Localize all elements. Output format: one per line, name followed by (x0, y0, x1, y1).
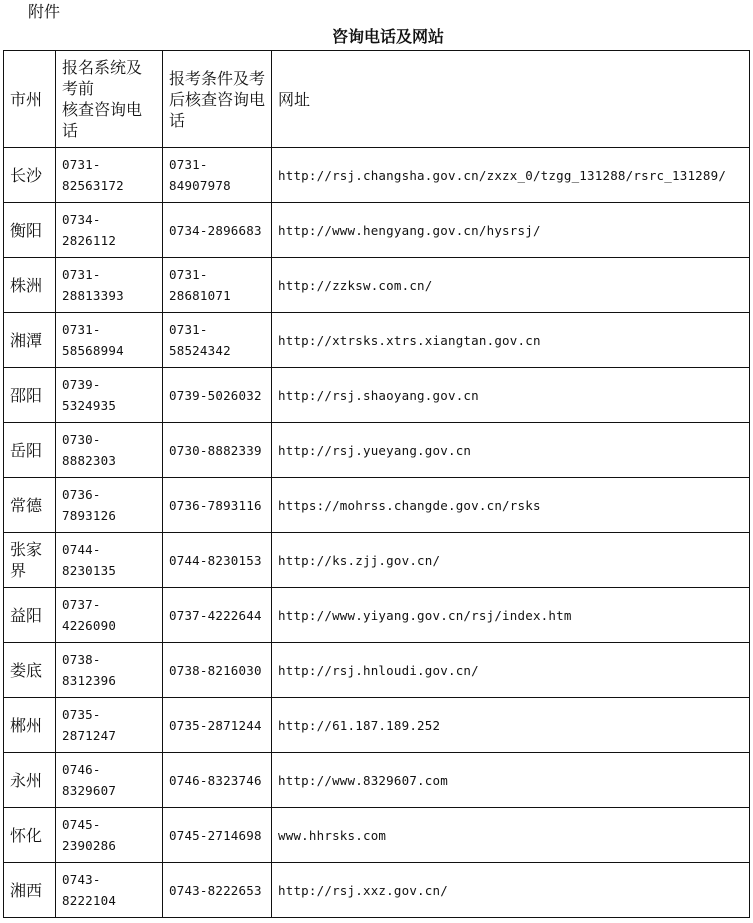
website-url: http://61.187.189.252 (278, 717, 441, 733)
phone-line: 0736-7893116 (169, 497, 262, 513)
registration-phone-cell (56, 148, 163, 203)
phone-line: 8882303 (62, 453, 117, 468)
table-row (4, 423, 750, 478)
website-url: http://www.hengyang.gov.cn/hysrsj/ (278, 222, 541, 238)
conditions-phone-cell (163, 533, 272, 588)
website-url: http://rsj.hnloudi.gov.cn/ (278, 662, 479, 678)
header-city: 市州 (4, 51, 56, 148)
header-line: 后核查咨询电 (169, 89, 266, 109)
phone-line: 2871247 (62, 728, 117, 743)
registration-phone-cell (56, 203, 163, 258)
website-url: http://zzksw.com.cn/ (278, 277, 433, 293)
website-url: http://www.8329607.com (278, 772, 448, 788)
header-line: 话 (169, 110, 186, 130)
phone-line: 8222104 (62, 893, 117, 908)
city-cell: 长沙 (4, 148, 56, 203)
website-cell (272, 698, 750, 753)
website-url: www.hhrsks.com (278, 827, 387, 843)
phone-line: 0744-8230153 (169, 552, 262, 568)
website-cell (272, 423, 750, 478)
website-url: http://rsj.yueyang.gov.cn (278, 442, 472, 458)
website-url: http://www.yiyang.gov.cn/rsj/index.htm (278, 607, 572, 623)
conditions-phone-cell (163, 368, 272, 423)
conditions-phone-cell (163, 313, 272, 368)
header-conditions-phone (163, 51, 272, 148)
registration-phone-cell (56, 588, 163, 643)
table-row (4, 533, 750, 588)
website-cell (272, 258, 750, 313)
attachment-label: 附件 (28, 2, 61, 21)
header-line: 核查咨询电 (62, 100, 143, 119)
phone-line: 0737- (62, 597, 101, 612)
document-title: 咨询电话及网站 (331, 27, 444, 46)
phone-line: 0744- (62, 542, 101, 557)
city-cell: 岳阳 (4, 423, 56, 478)
registration-phone-cell (56, 863, 163, 918)
conditions-phone-cell (163, 808, 272, 863)
website-cell (272, 478, 750, 533)
website-cell (272, 533, 750, 588)
city-cell: 湘潭 (4, 313, 56, 368)
registration-phone-cell (56, 258, 163, 313)
phone-line: 0746- (62, 762, 101, 777)
website-cell (272, 203, 750, 258)
table-row (4, 808, 750, 863)
header-line: 报考条件及考 (169, 68, 266, 88)
phone-line: 58568994 (62, 343, 124, 358)
phone-line: 0730- (62, 432, 101, 447)
conditions-phone-cell (163, 753, 272, 808)
website-cell (272, 863, 750, 918)
phone-line: 0745-2714698 (169, 827, 262, 843)
header-registration-phone (56, 51, 163, 148)
phone-line: 84907978 (169, 178, 231, 193)
table-row (4, 478, 750, 533)
phone-line: 28813393 (62, 288, 124, 303)
website-cell (272, 148, 750, 203)
website-url: http://rsj.shaoyang.gov.cn (278, 387, 479, 403)
registration-phone-cell (56, 808, 163, 863)
phone-line: 0731- (169, 267, 208, 282)
registration-phone-cell (56, 478, 163, 533)
website-cell (272, 753, 750, 808)
city-cell: 娄底 (4, 643, 56, 698)
table-row (4, 863, 750, 918)
city-cell: 湘西 (4, 863, 56, 918)
conditions-phone-cell (163, 478, 272, 533)
table-row (4, 753, 750, 808)
phone-line: 0735-2871244 (169, 717, 262, 733)
phone-line: 0736- (62, 487, 101, 502)
phone-line: 0731- (169, 157, 208, 172)
header-website: 网址 (272, 51, 750, 148)
phone-line: 0743-8222653 (169, 882, 262, 898)
website-url: http://ks.zjj.gov.cn/ (278, 552, 441, 568)
table-row (4, 368, 750, 423)
conditions-phone-cell (163, 258, 272, 313)
phone-line: 0731- (62, 322, 101, 337)
conditions-phone-cell (163, 423, 272, 478)
phone-line: 82563172 (62, 178, 124, 193)
phone-line: 0746-8323746 (169, 772, 262, 788)
phone-line: 0739- (62, 377, 101, 392)
website-cell (272, 368, 750, 423)
phone-line: 58524342 (169, 343, 231, 358)
registration-phone-cell (56, 368, 163, 423)
website-cell (272, 643, 750, 698)
phone-line: 0734-2896683 (169, 222, 262, 238)
phone-line: 0743- (62, 872, 101, 887)
phone-line: 7893126 (62, 508, 117, 523)
phone-line: 8312396 (62, 673, 117, 688)
city-cell: 怀化 (4, 808, 56, 863)
registration-phone-cell (56, 313, 163, 368)
conditions-phone-cell (163, 148, 272, 203)
phone-line: 0731- (169, 322, 208, 337)
table-row (4, 698, 750, 753)
header-line: 报名系统及 (62, 58, 143, 77)
phone-line: 2390286 (62, 838, 117, 853)
city-cell: 郴州 (4, 698, 56, 753)
city-cell: 衡阳 (4, 203, 56, 258)
phone-line: 8230135 (62, 563, 117, 578)
city-cell: 株洲 (4, 258, 56, 313)
website-url: http://rsj.xxz.gov.cn/ (278, 882, 448, 898)
city-cell: 永州 (4, 753, 56, 808)
table-header-row (4, 51, 750, 148)
website-cell (272, 808, 750, 863)
phone-line: 0738-8216030 (169, 662, 262, 678)
contact-table (3, 50, 750, 918)
phone-line: 2826112 (62, 233, 117, 248)
website-cell (272, 588, 750, 643)
conditions-phone-cell (163, 643, 272, 698)
phone-line: 0737-4222644 (169, 607, 262, 623)
table-row (4, 588, 750, 643)
conditions-phone-cell (163, 203, 272, 258)
phone-line: 0731- (62, 157, 101, 172)
phone-line: 0731- (62, 267, 101, 282)
website-url: http://xtrsks.xtrs.xiangtan.gov.cn (278, 332, 541, 348)
table-row (4, 203, 750, 258)
table-row (4, 148, 750, 203)
phone-line: 8329607 (62, 783, 117, 798)
table-row (4, 313, 750, 368)
table-row (4, 258, 750, 313)
city-cell: 益阳 (4, 588, 56, 643)
table-body (4, 148, 750, 918)
registration-phone-cell (56, 423, 163, 478)
city-cell: 邵阳 (4, 368, 56, 423)
header-line: 考前 (62, 79, 95, 98)
phone-line: 0745- (62, 817, 101, 832)
header-line: 话 (62, 121, 79, 140)
table-row (4, 643, 750, 698)
phone-line: 0739-5026032 (169, 387, 262, 403)
website-url: http://rsj.changsha.gov.cn/zxzx_0/tzgg_131288/rsrc_131289/ (278, 167, 727, 183)
registration-phone-cell (56, 753, 163, 808)
phone-line: 0738- (62, 652, 101, 667)
registration-phone-cell (56, 698, 163, 753)
conditions-phone-cell (163, 588, 272, 643)
website-cell (272, 313, 750, 368)
phone-line: 5324935 (62, 398, 117, 413)
phone-line: 0730-8882339 (169, 442, 262, 458)
phone-line: 28681071 (169, 288, 231, 303)
registration-phone-cell (56, 533, 163, 588)
city-cell: 常德 (4, 478, 56, 533)
city-cell: 张家界 (4, 533, 56, 588)
conditions-phone-cell (163, 698, 272, 753)
phone-line: 4226090 (62, 618, 117, 633)
website-url: https://mohrss.changde.gov.cn/rsks (278, 497, 541, 513)
phone-line: 0735- (62, 707, 101, 722)
conditions-phone-cell (163, 863, 272, 918)
phone-line: 0734- (62, 212, 101, 227)
registration-phone-cell (56, 643, 163, 698)
